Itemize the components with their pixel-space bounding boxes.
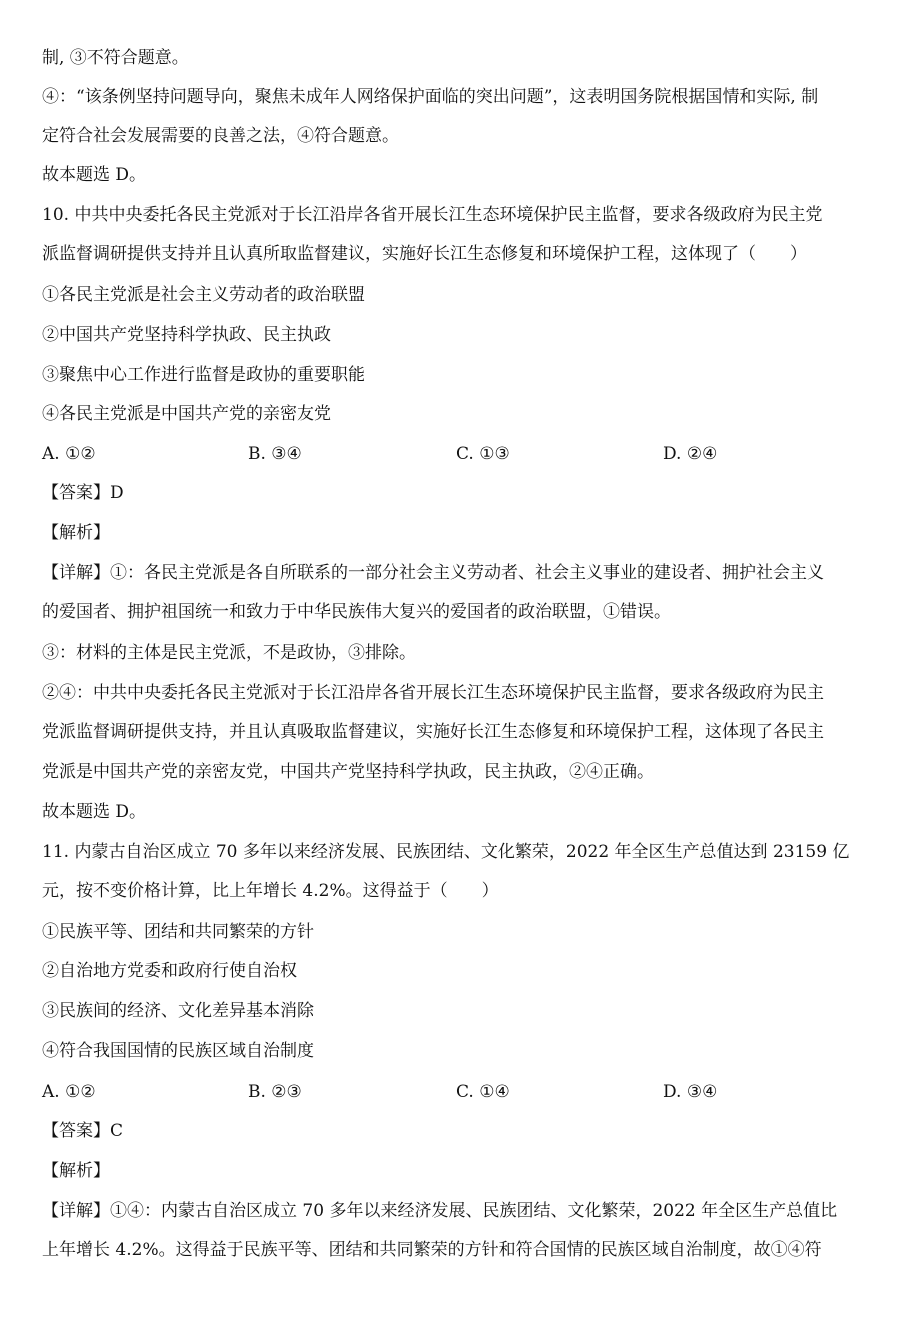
q11-option-d: D. ③④ <box>663 1082 718 1102</box>
q10-detail-line-6: 党派是中国共产党的亲密友党，中国共产党坚持科学执政，民主执政，②④正确。 <box>42 762 654 782</box>
q11-item-4: ④符合我国国情的民族区域自治制度 <box>42 1041 314 1061</box>
q10-option-a: A. ①② <box>42 444 96 464</box>
q10-option-d: D. ②④ <box>663 444 718 464</box>
q11-analysis-label: 【解析】 <box>42 1161 110 1181</box>
q10-detail-line-2: 的爱国者、拥护祖国统一和致力于中华民族伟大复兴的爱国者的政治联盟，①错误。 <box>42 602 671 622</box>
q11-item-3: ③民族间的经济、文化差异基本消除 <box>42 1001 314 1021</box>
q10-option-b: B. ③④ <box>248 444 302 464</box>
q10-stem-line-2: 派监督调研提供支持并且认真所取监督建议，实施好长江生态修复和环境保护工程，这体现了（ ） <box>42 244 807 264</box>
q10-conclusion: 故本题选 D。 <box>42 802 147 822</box>
prev-tail-conclusion: 故本题选 D。 <box>42 165 147 185</box>
q10-item-4: ④各民主党派是中国共产党的亲密友党 <box>42 404 331 424</box>
q11-stem-line-1: 11. 内蒙古自治区成立 70 多年以来经济发展、民族团结、文化繁荣，2022 年全区生产总值达到 23159 亿 <box>42 842 850 862</box>
q11-detail-line-2: 上年增长 4.2%。这得益于民族平等、团结和共同繁荣的方针和符合国情的民族区域自治制度，故①④符 <box>42 1240 822 1260</box>
q10-detail-line-3: ③：材料的主体是民主党派，不是政协，③排除。 <box>42 643 416 663</box>
q10-option-c: C. ①③ <box>456 444 510 464</box>
q11-option-c: C. ①④ <box>456 1082 510 1102</box>
q11-option-b: B. ②③ <box>248 1082 302 1102</box>
q10-analysis-label: 【解析】 <box>42 523 110 543</box>
q10-item-1: ①各民主党派是社会主义劳动者的政治联盟 <box>42 285 365 305</box>
q10-detail-line-4: ②④：中共中央委托各民主党派对于长江沿岸各省开展长江生态环境保护民主监督，要求各级政府为民主 <box>42 683 824 703</box>
prev-tail-line-2: ④：“该条例坚持问题导向，聚焦未成年人网络保护面临的突出问题”，这表明国务院根据国情和实际, 制 <box>42 87 819 107</box>
q10-item-2: ②中国共产党坚持科学执政、民主执政 <box>42 325 331 345</box>
q11-item-1: ①民族平等、团结和共同繁荣的方针 <box>42 922 314 942</box>
q11-stem-line-2: 元，按不变价格计算，比上年增长 4.2%。这得益于（ ） <box>42 881 499 901</box>
q10-detail-line-1: 【详解】①：各民主党派是各自所联系的一部分社会主义劳动者、社会主义事业的建设者、拥护社会主义 <box>42 563 824 583</box>
q10-item-3: ③聚焦中心工作进行监督是政协的重要职能 <box>42 365 365 385</box>
prev-tail-line-1: 制, ③不符合题意。 <box>42 48 189 68</box>
q11-detail-line-1: 【详解】①④：内蒙古自治区成立 70 多年以来经济发展、民族团结、文化繁荣，2022 年全区生产总值比 <box>42 1201 838 1221</box>
q10-detail-line-5: 党派监督调研提供支持，并且认真吸取监督建议，实施好长江生态修复和环境保护工程，这体现了各民主 <box>42 722 824 742</box>
q11-option-a: A. ①② <box>42 1082 96 1102</box>
q10-stem-line-1: 10. 中共中央委托各民主党派对于长江沿岸各省开展长江生态环境保护民主监督，要求各级政府为民主党 <box>42 205 823 225</box>
q11-answer: 【答案】C <box>42 1121 124 1141</box>
q11-item-2: ②自治地方党委和政府行使自治权 <box>42 961 297 981</box>
q10-answer: 【答案】D <box>42 483 124 503</box>
prev-tail-line-3: 定符合社会发展需要的良善之法，④符合题意。 <box>42 126 399 146</box>
